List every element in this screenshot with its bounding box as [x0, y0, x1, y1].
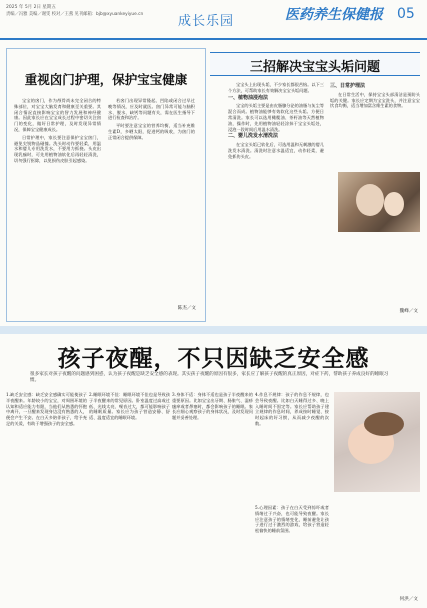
feature-column-3: 3.身体不适：身体不适也是孩子半夜醒来的重要原因。比如宝宝出牙期、肠胀气、湿疹瘙痒或者鼻塞时，都会影响孩子的睡眠。家长应细心观察孩子的身体状况，及时发现问题并妥善处理。	[172, 392, 253, 421]
subheading: 二、婴儿洗发水清洗法	[228, 133, 279, 140]
byline: 陈杰／文	[177, 306, 196, 311]
article-fontanelle-col1	[14, 98, 101, 308]
feature-column-1: 1.缺乏安全感：缺乏安全感确实可能使孩子半夜醒来。年龄较小的宝宝，对周围环境的认知和适应能力有限，当他们从熟悉的怀抱中离开，一旦醒来发现身边没有熟悉的人，便会产生不安。在白天多陪伴孩子，给予充足的关爱，有助于增强孩子的安全感。	[6, 392, 87, 426]
article-fontanelle-title: 重视囟门护理，保护宝宝健康	[24, 72, 188, 87]
paragraph: 宝宝的囟门，作为颅骨尚未完全闭合的特殊部位，对宝宝大脑发育和健康至关重要。其闭合情况直接影响宝宝的智力发展和神经健康。因此家长应在宝宝成长过程中密切关注囟门的变化，做好日常护理，及时发现异常情况，保障宝宝健康成长。	[14, 98, 101, 132]
date-line: 2025 年 5月 2日 星期五	[6, 5, 56, 10]
subheading: 三、日常护理法	[330, 83, 366, 89]
newspaper-masthead: 医药养生保健报	[285, 7, 383, 23]
paragraph: 在日常生活中，保持宝宝头部清洁是预防头垢的关键。家长应定期为宝宝洗头，并注意宝宝饮食均衡，适当增加富含维生素的食物。	[330, 91, 420, 109]
section-title: 成长乐园	[178, 14, 235, 29]
page-number: 05	[397, 6, 415, 22]
intro: 宝宝头上出现头垢，不少家长都很苦恼。以下三个方法，可帮助家长有效解决宝宝头垢问题。	[228, 82, 324, 93]
feature-column-2: 2.睡眠环境不佳：睡眠环境不佳也是导致孩子半夜醒来的常见原因。卧室温度过高或过低、光线太亮、噪音过大，都可能影响孩子的睡眠质量。家长应为孩子营造安静、舒适、温度适宜的睡眠环境。	[89, 392, 170, 421]
paragraph: 平时要注意宝宝的营养均衡，适当补充维生素D，多晒太阳，促进钙的吸收，为囟门的正常闭合提供保障。	[108, 123, 195, 140]
sleeping-baby-photo	[334, 392, 420, 492]
paragraph: 日常护理中，家长要注意保护宝宝囟门，避免尖锐物品碰撞。洗头时动作要轻柔，用温水和婴儿专用洗发水，不要用力抓挠。头皮出现乳痂时，可先用植物油软化后再轻轻清洗，切勿强行抠除，以免损伤皮肤引起感染。	[14, 134, 101, 163]
feature-title: 孩子夜醒，不只因缺乏安全感	[57, 345, 370, 372]
article-cradle-cap-col1	[228, 82, 324, 320]
mother-baby-photo	[338, 172, 420, 232]
byline: 何洪／文	[399, 597, 418, 602]
feature-column-5: 5.心理因素：孩子在白天受到惊吓或者情绪过于兴奋，也可能导致夜醒。家长应注意孩子的情绪变化，睡前避免让孩子进行过于激烈的游戏，给孩子营造轻松愉快的睡前氛围。	[255, 505, 329, 534]
feature-lead: 很多家长对孩子夜醒的问题感到困惑，认为孩子夜醒是缺乏安全感的表现。其实孩子夜醒的原因有很多，家长应了解孩子夜醒的真正原因，对症下药，帮助孩子养成良好的睡眠习惯。	[30, 372, 389, 384]
feature-divider	[0, 326, 427, 334]
paragraph: 若囟门出现异常隆起、凹陷或闭合过早过晚等情况，应及时就医。囟门异常可能与脑积水、脱水、缺钙等问题有关，需在医生指导下进行检查和治疗。	[108, 98, 195, 121]
subheading: 一、植物油浸泡法	[228, 94, 269, 101]
feature-column-4: 4.作息不规律：孩子的作息不规律，也会导致夜醒。比如白天睡得过多、晚上入睡时间不固定等。家长应帮助孩子建立规律的作息时间，养成按时睡觉、按时起床的好习惯，从而减少夜醒的次数。	[255, 392, 329, 426]
byline: 魏峰／文	[399, 309, 418, 314]
article-fontanelle-col2	[108, 98, 195, 303]
article-cradle-cap-title: 三招解决宝宝头垢问题	[249, 60, 380, 75]
paragraph: 宝宝的头垢主要是由皮脂腺分泌的油脂与灰尘等混合而成。植物油能够有效软化这些头垢。方便日常清洗。家长可以选用橄榄油、茶籽油等天然植物油，操作时，先用植物油轻轻涂抹于宝宝头垢处，浸泡一段时间后用温水清洗。	[228, 103, 324, 132]
paragraph: 在宝宝头垢已软化后，可选用温和无刺激的婴儿洗发水清洗。清洗时注意水温适宜，动作轻柔，避免抓伤头皮。	[228, 142, 324, 159]
editor-line: 责编／冯雅 美编／谢雯 校对／王燕 见刊邮箱：bjb@xyuankeyiyue.cn	[6, 12, 144, 17]
